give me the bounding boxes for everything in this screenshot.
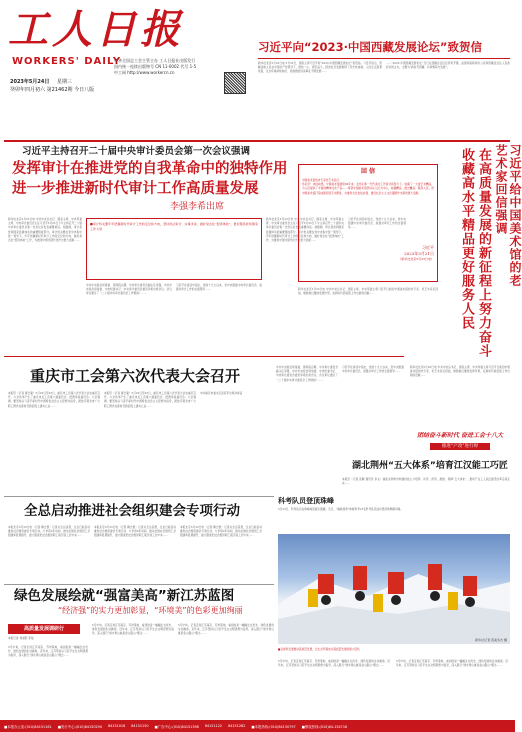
center-body-2: 习近平在讲话中指出，党的十九大以来，党中央组建中央审计委员会，加强对审计工作的全面领导…… <box>342 366 404 374</box>
special-label: 推进“产改”进行时 <box>430 443 490 450</box>
divider <box>4 140 510 142</box>
banner-title: 习近平给中国美术馆的老艺术家回信强调 <box>494 144 522 287</box>
lunar-date: 癸卯年四月初六 <box>10 87 46 93</box>
letter-source: （新华社北京5月23日电） <box>398 257 434 262</box>
issue-number: 第21462期 <box>46 87 73 93</box>
top-story-text-2: ……“2023·中国西藏发展论坛”当日在西藏自治区拉萨市开幕，由国务院新闻办公室和西藏自治区人民政府共同主办，主题为“新时代西藏：共享繁荣与发展”。 <box>386 62 510 70</box>
footer-distribution-3: 84151150 <box>131 724 149 728</box>
chongqing-body: 本报讯（记者 黄仕强）5月22日至23日，重庆市工会第六次代表大会在重庆召开。大会选举产生了重庆市总工会第六届委员会、经费审查委员会。大会强调，要坚持以习近平新时代中国特色社会主义思想为指导，团结引领全市广大职工群众在新时代新征程上建功立业…… <box>8 392 100 408</box>
qr-code <box>224 72 246 94</box>
letter-salutation: 中国美术馆的老专家老艺术家们： <box>302 179 342 182</box>
banner-sub: 在高质量发展的新征程上努力奋斗 收藏高水平精品更好服务人民 <box>459 148 491 358</box>
footer-hotline: ■本报热线:(010)84150797 <box>251 724 296 729</box>
letter-body: 你们好！来信收悉。中国美术馆建馆60年来，在你们和一代代美术工作者共同努力下，收藏了一大批艺术精品，为人民提供了丰富的精神文化产品……希望中国美术馆坚持以人民为中心，收藏精品、推出精品、服务人民，把中国美术馆打造成国家级艺术殿堂，为推进文化自信自强、建设社会主义文化强国作出新的更大贡献。 <box>302 183 434 195</box>
social-title: 全总启动推进社会组织建会专项行动 <box>24 503 240 519</box>
photo-title: 科考队员登顶珠峰 <box>278 497 334 505</box>
letter-box <box>298 164 438 282</box>
letter-label: 回 信 <box>360 168 376 175</box>
lead-body-2: 中共中央政治局常委、国务院总理、中央审计委员会副主任李强，中共中央政治局常委、中央纪委书记、中央审计委员会委员李希出席会议。会议审议通过了《二十届中央审计委员会工作规则》…… <box>86 284 172 296</box>
publisher-1: 中华全国总工会主管主办 <box>114 58 158 63</box>
summit-illustration <box>278 534 510 644</box>
lead-title-1: 发挥审计在推进党的自我革命中的独特作用 <box>12 161 288 177</box>
chongqing-body-2: 本报讯（记者 黄仕强）5月22日至23日，重庆市工会第六次代表大会在重庆召开。大会选举产生了重庆市总工会第六届委员会、经费审查委员会。大会强调，要坚持以习近平新时代中国特色社会主义思想为指导，团结引领全市广大职工群众在新时代新征程上建功立业…… <box>104 392 196 408</box>
summit-photo <box>278 534 510 644</box>
lead-body-1: 新华社北京5月23日电 中共中央总书记、国家主席、中央军委主席、中央审计委员会主任习近平5月23日下午主持召开二十届中央审计委员会第一次会议并发表重要讲话。他强调，审计是党和国家监督体系的重要组成部分。审计机关要在党中央集中统一领导下，牢牢把握新时代审计工作的定位和方向，做好常态化“经济体检”工作，为推进中国式现代化作出更大贡献…… <box>8 218 82 243</box>
social-body-2: 本报北京5月23日电（记者 赖志凯）记者从全总获悉，全总日前启动推进社会组织建会专项行动，力争用2年时间，推动全国社会组织工会组建率显著提升，最大限度把社会组织职工吸引到工会中来…… <box>94 526 176 538</box>
chongqing-title: 重庆市工会第六次代表大会召开 <box>30 367 241 385</box>
banner-body-2: 新华社北京5月23日电 中共中央总书记、国家主席、中央军委主席习近平日前给中国美术馆的老专家、老艺术家们回信，勉励他们继续发挥作用，在新时代新征程上作出新的贡献…… <box>410 366 510 378</box>
roman-name: WORKERS' DAILY <box>12 56 122 67</box>
jiangsu-body-3: 5月中旬，记者走进江苏南京、苏州等地，看到的是一幅幅生态优先、绿色发展的生动画卷。近年来，江苏坚持以习近平生态文明思想为指导，深入践行“绿水青山就是金山银山”理念…… <box>178 624 274 636</box>
jiangsu-body-4: 5月中旬，记者走进江苏南京、苏州等地，看到的是一幅幅生态优先、绿色发展的生动画卷。近年来，江苏坚持以习近平生态文明思想为指导，深入践行“绿水青山就是金山银山”理念…… <box>278 660 390 668</box>
jiangsu-body-2: 5月中旬，记者走进江苏南京、苏州等地，看到的是一幅幅生态优先、绿色发展的生动画卷。近年来，江苏坚持以习近平生态文明思想为指导，深入践行“绿水青山就是金山银山”理念…… <box>92 624 174 636</box>
banner-body: 新华社北京5月23日电 中共中央总书记、国家主席、中央军委主席习近平日前给中国美术馆的老专家、老艺术家们回信，勉励他们继续发挥作用，在新时代新征程上作出新的贡献…… <box>298 288 438 296</box>
column-tag: 高质量发展调研行 <box>8 624 80 634</box>
photo-credit: 新华社记者 晋美多吉 摄 <box>475 638 507 642</box>
lead-kicker: 习近平主持召开二十届中央审计委员会第一次会议强调 <box>22 146 251 157</box>
jiangsu-body: 5月中旬，记者走进江苏南京、苏州等地，看到的是一幅幅生态优先、绿色发展的生动画卷。近年来，江苏坚持以习近平生态文明思想为指导，深入践行“绿水青山就是金山银山”理念…… <box>8 646 88 658</box>
divider <box>4 584 274 585</box>
top-story-text: 新华社北京5月23日电 5月23日，国家主席习近平向“2023·中国西藏发展论坛”致贺信。习近平指出，西藏各族人民在中国共产党领导下，团结一心、艰苦奋斗，经济社会发展取得了历史性成就，人民生活显著改善，生态环境持续向好，民族团结进步事业不断发展…… <box>258 62 382 74</box>
cn-number: 国内统一连续出版物号 CN 11-0002 <box>114 64 180 69</box>
lead-quote-box <box>86 218 262 280</box>
divider <box>258 58 510 59</box>
newspaper-logo: 工人日报 <box>8 7 184 53</box>
lead-body-4: 新华社北京5月23日电 中共中央总书记、国家主席、中央军委主席、中央审计委员会主任习近平5月23日下午主持召开二十届中央审计委员会第一次会议并发表重要讲话。他强调，审计是党和国家监督体系的重要组成部分。审计机关要在党中央集中统一领导下，牢牢把握新时代审计工作的定位和方向，做好常态化“经济体检”工作，为推进中国式现代化作出更大贡献…… <box>266 218 344 243</box>
letter-date: 2023年5月21日 <box>404 251 434 257</box>
footer-rights: ■维权热线:(010)84-154716 <box>301 724 348 729</box>
letter-sign: 习近平 <box>422 245 434 251</box>
post-code: 代号 1-5 <box>180 64 197 69</box>
jiangsu-byline: 本报记者 刘旭阳 李灿 <box>8 637 34 640</box>
divider <box>4 356 404 357</box>
jiangsu-body-5: 5月中旬，记者走进江苏南京、苏州等地，看到的是一幅幅生态优先、绿色发展的生动画卷。近年来，江苏坚持以习近平生态文明思想为指导，深入践行“绿水青山就是金山银山”理念…… <box>396 660 508 668</box>
lead-body-5: 习近平在讲话中指出，党的十九大以来，党中央组建中央审计委员会，加强对审计工作的全面领导…… <box>348 218 406 230</box>
jiangsu-quote: ■以绿色发展推动高质量发展，让生态环境成为高质量发展的最大底色 <box>278 648 360 651</box>
page-count: 今日八版 <box>74 87 95 93</box>
masthead <box>4 4 254 107</box>
center-body: 中共中央政治局常委、国务院总理、中央审计委员会副主任李强，中共中央政治局常委、中央纪委书记、中央审计委员会委员李希出席会议。会议审议通过了《二十届中央审计委员会工作规则》…… <box>276 366 338 382</box>
footer-ads-3: 84151282 <box>228 724 246 728</box>
lead-title-2: 进一步推进新时代审计工作高质量发展 <box>12 181 259 197</box>
lead-body-3: 习近平在讲话中指出，党的十九大以来，党中央组建中央审计委员会，加强对审计工作的全面领导…… <box>176 284 262 292</box>
top-headline: 习近平向“2023·中国西藏发展论坛”致贺信 <box>258 40 482 54</box>
footer-ads-2: 84151122 <box>204 724 223 728</box>
weekday: 星期三 <box>56 79 72 85</box>
footer-office: ■本报办公室:(010)84151161 <box>4 724 52 729</box>
photo-caption: 5月23日，科考队员在珠峰峰顶展示国旗。当日，“巅峰使命”珠峰科考13名科考队员成功登顶珠穆朗玛峰。 <box>278 508 403 511</box>
social-body-3: 本报北京5月23日电（记者 赖志凯）记者从全总获悉，全总日前启动推进社会组织建会专项行动，力争用2年时间，推动全国社会组织工会组建率显著提升，最大限度把社会组织职工吸引到工会中来…… <box>180 526 262 538</box>
site-url: 中工网 http://www.workercn.cn <box>114 70 175 75</box>
footer-bar <box>0 720 515 732</box>
lead-byline: 李强李希出席 <box>170 202 225 212</box>
publisher-2: 工人日报社出版发行 <box>159 58 196 63</box>
hubei-title: 湖北荆州“五大体系”培育江汉能工巧匠 <box>352 461 508 471</box>
divider <box>4 496 274 497</box>
hubei-body: 本报讯（记者 张翀 通讯员 李文）湖北省荆州市构建技能人才培养、评价、使用、激励、保障“五大体系”，推动产业工人队伍建设改革走深走实…… <box>342 478 510 486</box>
date-line <box>10 78 160 94</box>
jiangsu-subtitle: “经济强”的实力更加彰显，“环境美”的色彩更加绚丽 <box>58 606 243 615</box>
lead-quote: ■审计机关要牢牢把握新时代审计工作的定位和方向，坚持依法审计、实事求是，做好常态化“经济体检”，更好服务党和国家工作大局 <box>90 222 258 231</box>
issue-date: 2023年5月24日 <box>10 79 50 85</box>
campaign-label: 团结奋斗新时代 奋进工会十八大 <box>416 432 504 439</box>
footer-distribution-2: 84151018 <box>107 724 126 728</box>
jiangsu-title: 绿色发展绘就“强富美高”新江苏蓝图 <box>14 588 235 604</box>
footer-ads: ■广告中心:(010)84151398 <box>154 724 199 729</box>
social-body: 本报北京5月23日电（记者 赖志凯）记者从全总获悉，全总日前启动推进社会组织建会专项行动，力争用2年时间，推动全国社会组织工会组建率显著提升，最大限度把社会组织职工吸引到工会中来…… <box>8 526 90 538</box>
chongqing-body-3: 中共重庆市委书记袁家军出席并讲话 <box>200 392 243 395</box>
footer-distribution: ■发行中心:(010)84150290 <box>57 724 102 729</box>
